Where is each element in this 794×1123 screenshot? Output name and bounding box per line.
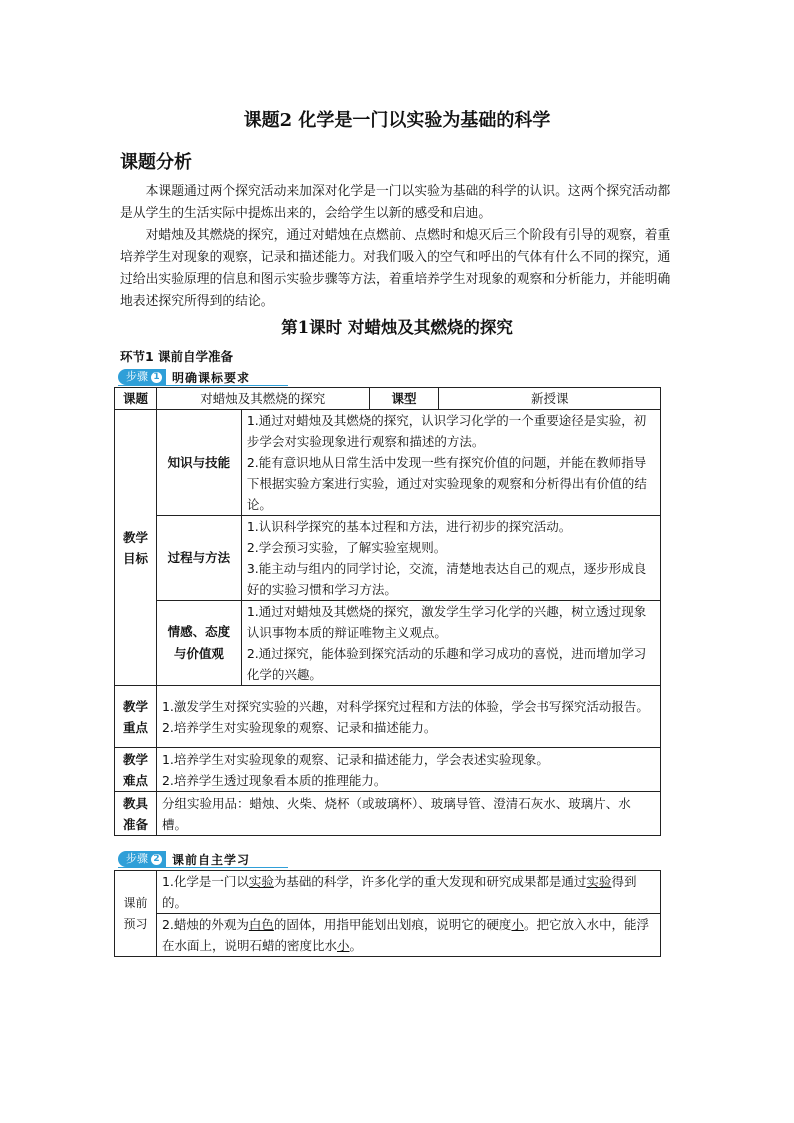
step-badge-label: 步骤 (126, 852, 148, 865)
step-badge (118, 851, 166, 867)
preview-question-1: 1.化学是一门以实验为基础的科学，许多化学的重大发现和研究成果都是通过实验得到的。 (156, 871, 660, 914)
step-badge (118, 369, 166, 385)
step-number-icon: 2 (151, 854, 162, 865)
step-number-icon: 1 (151, 372, 162, 383)
course-standards-table (114, 387, 661, 836)
teaching-focus-text: 1.激发学生对探究实验的兴趣，对科学探究过程和方法的体验，学会书写探究活动报告。 2.培养学生对实验现象的观察、记录和描述能力。 (156, 686, 660, 748)
teaching-difficulty-text: 1.培养学生对实验现象的观察、记录和描述能力，学会表述实验现象。 2.培养学生透过现象看本质的推理能力。 (156, 748, 660, 792)
step-2-banner (118, 851, 250, 867)
preview-label: 课前预习 (115, 871, 157, 957)
analysis-paragraph-2: 对蜡烛及其燃烧的探究，通过对蜡烛在点燃前、点燃时和熄灭后三个阶段有引导的观察，着重培养学生对现象的观察，记录和描述能力。对我们吸入的空气和呼出的气体有什么不同的探究，通过给出实验原理的信息和图示实验步骤等方法，着重培养学生对现象的观察和分析能力，并能明确地表述探究所得到的结论。 (120, 228, 671, 309)
answer-blank: 实验 (586, 874, 612, 889)
knowledge-text: 1.通过对蜡烛及其燃烧的探究，认识学习化学的一个重要途径是实验，初步学会对实验现象进行观察和描述的方法。 2.能有意识地从日常生活中发现一些有探究价值的问题，并能在教师指导下根据实验方案进行实验，通过对实验现象的观察和分析得出有价值的结论。 (241, 410, 660, 516)
answer-blank: 小 (336, 938, 350, 953)
knowledge-label: 知识与技能 (156, 410, 241, 516)
topic-value-cell: 对蜡烛及其燃烧的探究 (156, 388, 369, 410)
analysis-paragraph-1: 本课题通过两个探究活动来加深对化学是一门以实验为基础的科学的认识。这两个探究活动都是从学生的生活实际中提炼出来的，会给学生以新的感受和启迪。 (120, 184, 671, 221)
step-2-label: 课前自主学习 (172, 852, 251, 867)
step-1-banner (118, 369, 250, 385)
teaching-tools-text: 分组实验用品：蜡烛、火柴、烧杯（或玻璃杯）、玻璃导管、澄清石灰水、玻璃片、水槽。 (156, 792, 660, 836)
step-badge-label: 步骤 (126, 370, 148, 383)
emotion-text: 1.通过对蜡烛及其燃烧的探究，激发学生学习化学的兴趣，树立透过现象认识事物本质的辩证唯物主义观点。 2.通过探究，能体验到探究活动的乐趣和学习成功的喜悦，进而增加学习化学的兴趣。 (241, 601, 660, 686)
step-underline (118, 385, 288, 386)
teaching-difficulty-label: 教学难点 (115, 748, 157, 792)
teaching-focus-label: 教学重点 (115, 686, 157, 748)
page-title: 课题2 化学是一门以实验为基础的科学 (243, 110, 551, 131)
topic-label-cell: 课题 (115, 388, 157, 410)
process-text: 1.认识科学探究的基本过程和方法，进行初步的探究活动。 2.学会预习实验，了解实验室规则。 3.能主动与组内的同学讨论，交流，清楚地表达自己的观点，逐步形成良好的实验习惯和学习方法。 (241, 516, 660, 601)
teaching-goals-label: 教学目标 (115, 410, 157, 686)
preview-question-2: 2.蜡烛的外观为白色的固体，用指甲能划出划痕，说明它的硬度小。把它放入水中，能浮在水面上，说明石蜡的密度比水小。 (156, 914, 660, 957)
stage-title: 环节1 课前自学准备 (120, 349, 234, 364)
section-heading-analysis: 课题分析 (120, 152, 192, 173)
answer-blank: 白色 (248, 917, 274, 932)
lesson-title: 第1课时 对蜡烛及其燃烧的探究 (281, 318, 513, 337)
step-underline (118, 867, 288, 868)
answer-blank: 实验 (248, 874, 274, 889)
emotion-label: 情感、态度与价值观 (156, 601, 241, 686)
step-1-label: 明确课标要求 (172, 370, 251, 385)
type-label-cell: 课型 (369, 388, 439, 410)
teaching-tools-label: 教具准备 (115, 792, 157, 836)
answer-blank: 小 (511, 917, 524, 932)
process-label: 过程与方法 (156, 516, 241, 601)
type-value-cell: 新授课 (439, 388, 661, 410)
preview-table (114, 870, 661, 957)
